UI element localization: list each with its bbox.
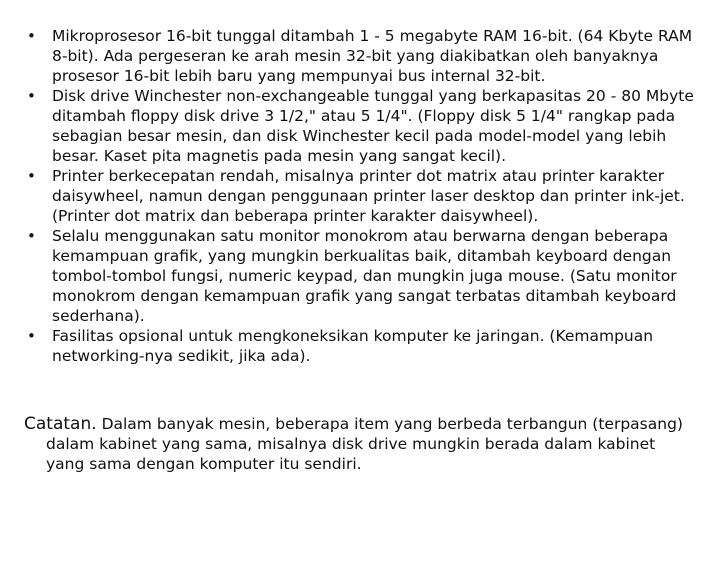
bullet-dot-icon: • <box>27 327 36 345</box>
bullet-item <box>24 226 694 326</box>
note-text: Dalam banyak mesin, beberapa item yang berbeda terbangun (terpasang) dalam kabinet yang sama, misalnya disk drive mungkin berada dalam kabinet yang sama dengan komputer itu sendiri. <box>46 414 683 473</box>
note-label: Catatan. <box>24 413 97 434</box>
bullet-list <box>24 26 694 366</box>
bullet-dot-icon: • <box>27 27 36 45</box>
bullet-item <box>24 166 694 226</box>
bullet-dot-icon: • <box>27 227 36 245</box>
bullet-text: Disk drive Winchester non-exchangeable tunggal yang berkapasitas 20 - 80 Mbyte ditambah floppy disk drive 3 1/2," atau 5 1/4". (Floppy disk 5 1/4" rangkap pada sebagian besar mesin, dan disk Winchester kecil pada model-model yang lebih besar. Kaset pita magnetis pada mesin yang sangat kecil). <box>52 87 694 165</box>
bullet-text: Selalu menggunakan satu monitor monokrom atau berwarna dengan beberapa kemampuan grafik, yang mungkin berkualitas baik, ditambah keyboard dengan tombol-tombol fungsi, numeric keypad, dan mungkin juga mouse. (Satu monitor monokrom dengan kemampuan grafik yang sangat terbatas ditambah keyboard sederhana). <box>52 227 677 325</box>
bullet-text: Printer berkecepatan rendah, misalnya printer dot matrix atau printer karakter daisywheel, namun dengan penggunaan printer laser desktop dan printer ink-jet. (Printer dot matrix dan beberapa printer karakter daisywheel). <box>52 167 685 225</box>
bullet-text: Fasilitas opsional untuk mengkoneksikan komputer ke jaringan. (Kemampuan networking-nya sedikit, jika ada). <box>52 327 654 365</box>
bullet-text: Mikroprosesor 16-bit tunggal ditambah 1 - 5 megabyte RAM 16-bit. (64 Kbyte RAM 8-bit). Ada pergeseran ke arah mesin 32-bit yang diakibatkan oleh banyaknya prosesor 16-bit lebih baru yang mempunyai bus internal 32-bit. <box>52 27 693 85</box>
bullet-dot-icon: • <box>27 167 36 185</box>
bullet-item <box>24 86 694 166</box>
bullet-item <box>24 26 694 86</box>
bullet-item <box>24 326 694 366</box>
note-paragraph <box>24 414 696 474</box>
bullet-dot-icon: • <box>27 87 36 105</box>
